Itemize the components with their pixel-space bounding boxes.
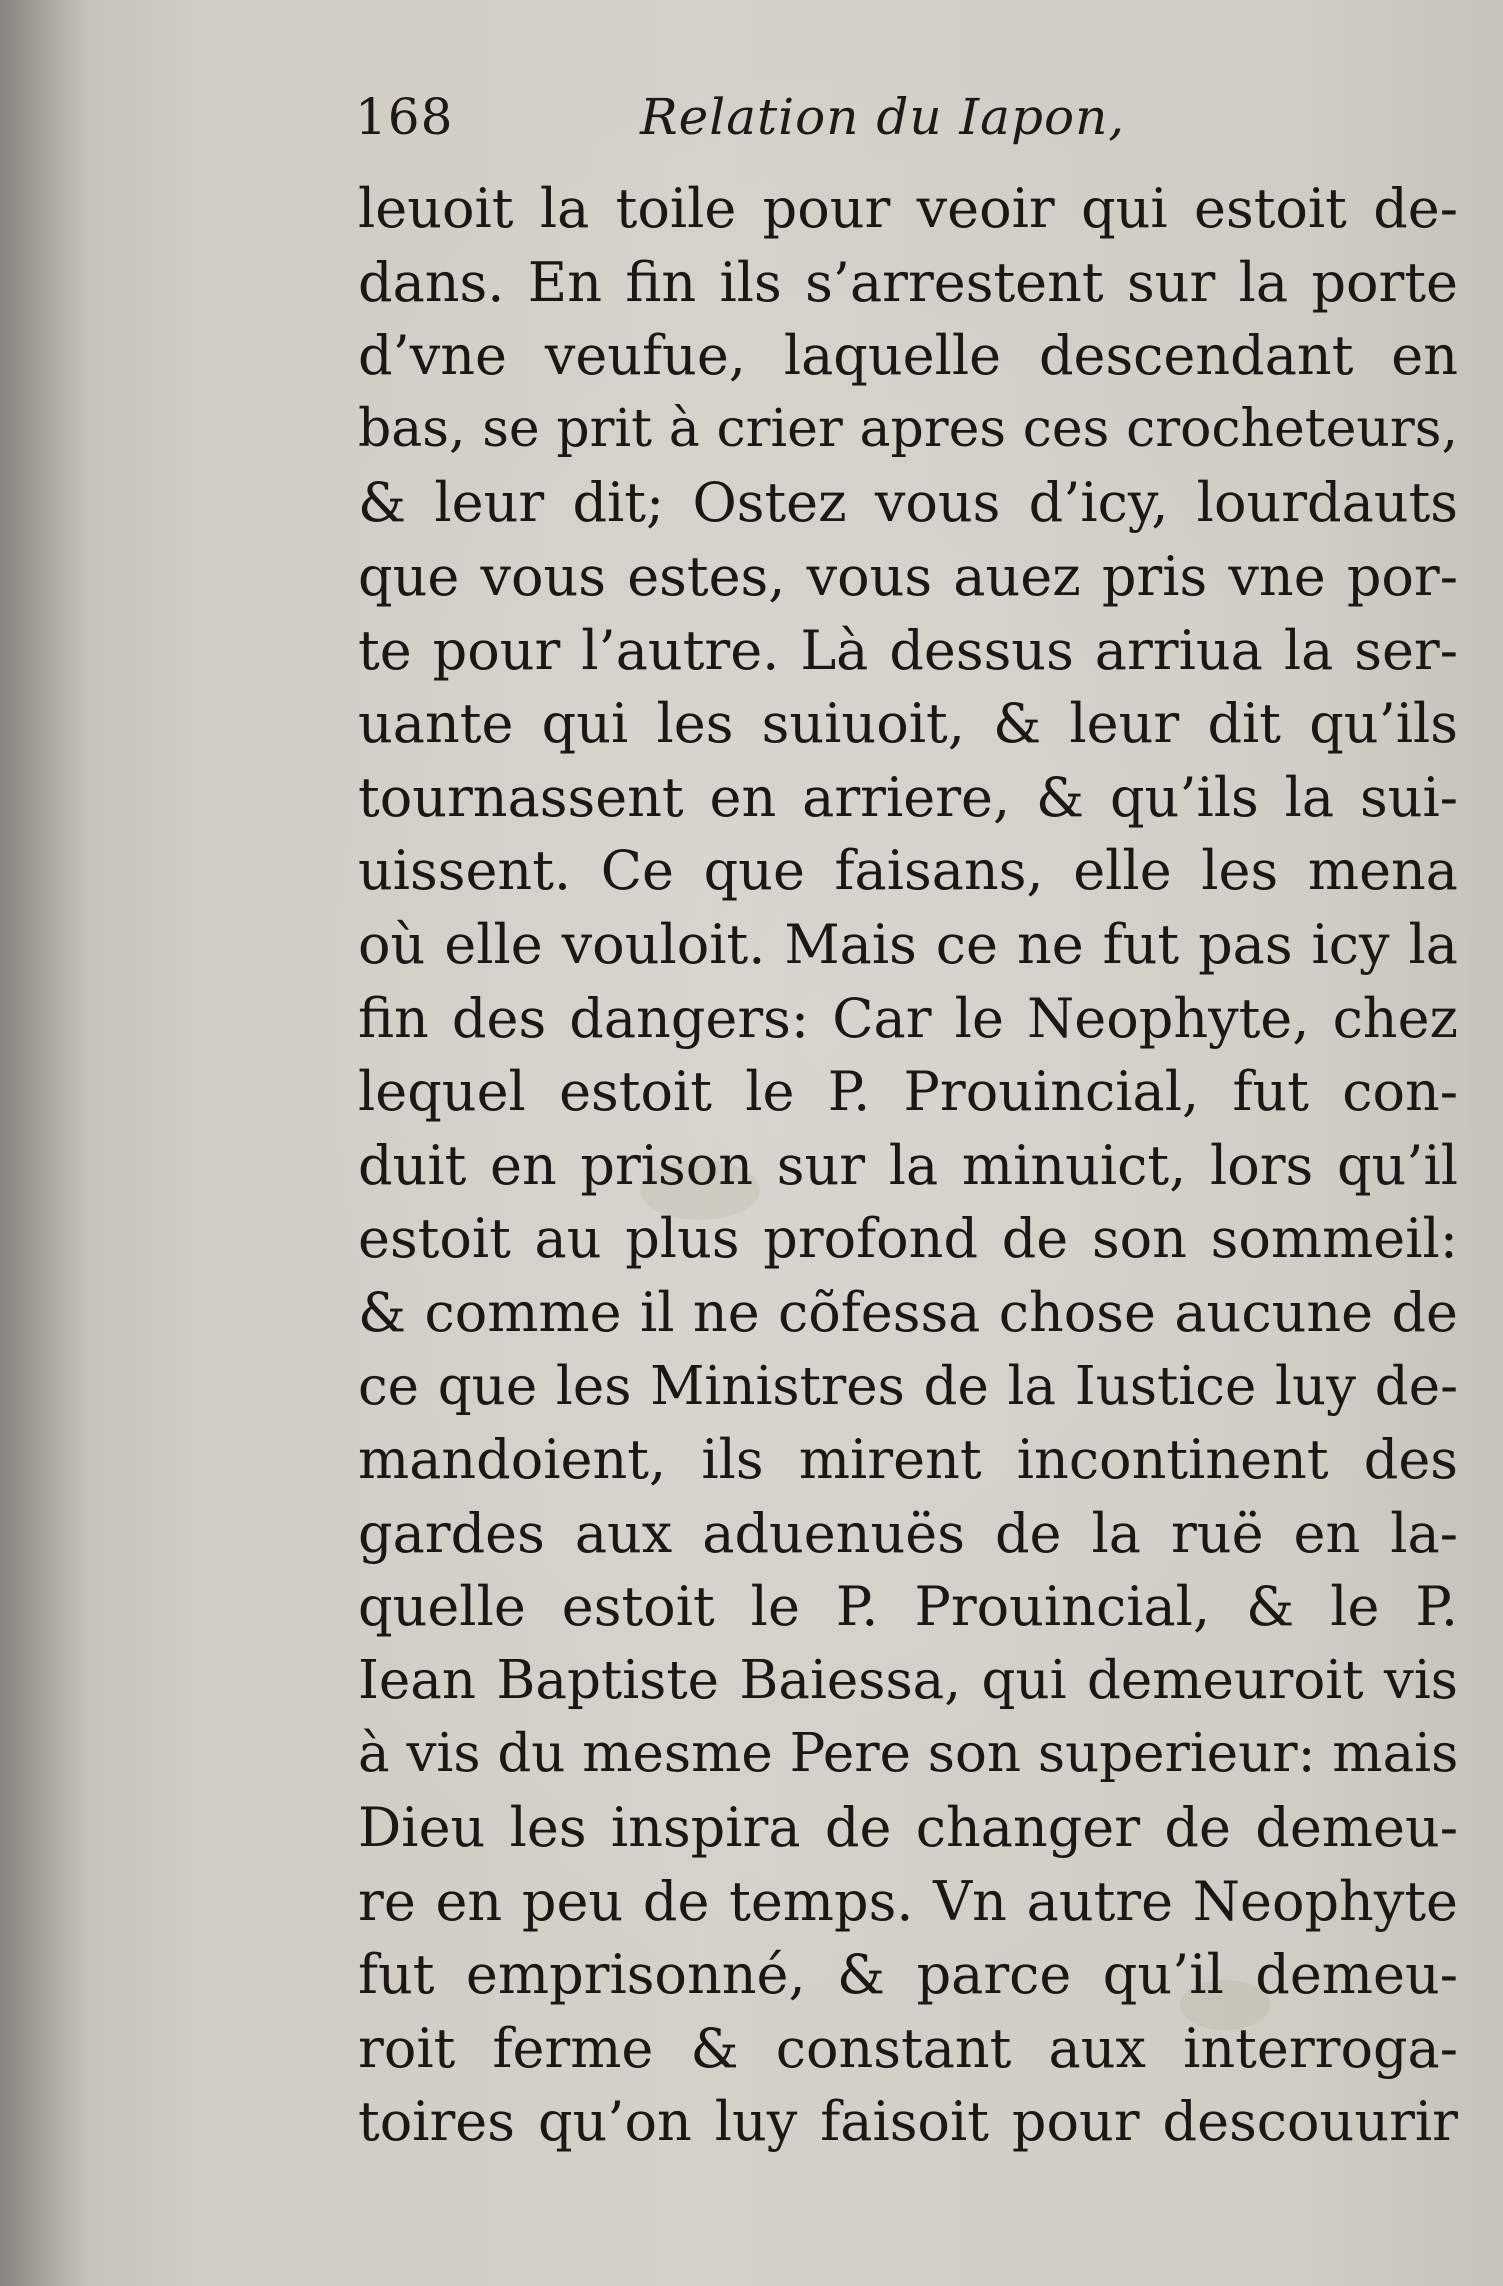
text-line: quelle estoit le P. Prouincial, & le P. [358, 1575, 1458, 1639]
text-line: que vous estes, vous auez pris vne por- [358, 544, 1458, 608]
text-line: duit en prison sur la minuict, lors qu’il [358, 1133, 1458, 1197]
text-line: uissent. Ce que faisans, elle les mena [358, 839, 1458, 903]
text-line: roit ferme & constant aux interroga- [358, 2016, 1458, 2080]
text-line: gardes aux aduenuës de la ruë en la- [358, 1501, 1458, 1565]
page-number: 168 [355, 88, 454, 146]
text-line: leuoit la toile pour veoir qui estoit de- [358, 177, 1458, 240]
text-line: uante qui les suiuoit, & leur dit qu’ils [358, 692, 1458, 756]
page-header [355, 88, 1455, 158]
text-line: dans. En fin ils s’arrestent sur la porte [358, 250, 1458, 314]
text-line: Iean Baptiste Baiessa, qui demeuroit vis [358, 1649, 1458, 1711]
text-line: fin des dangers: Car le Neophyte, chez [358, 986, 1458, 1050]
text-line: toires qu’on luy faisoit pour descouurir [358, 2090, 1458, 2154]
text-line: & comme il ne cõfessa chose aucune de [358, 1280, 1458, 1344]
running-head: Relation du Iapon, [640, 88, 1126, 146]
text-line: où elle vouloit. Mais ce ne fut pas icy la [358, 912, 1458, 976]
text-line: à vis du mesme Pere son superieur: mais [358, 1723, 1459, 1785]
text-line: lequel estoit le P. Prouincial, fut con- [358, 1060, 1458, 1124]
text-line: fut emprisonné, & parce qu’il demeu- [358, 1943, 1458, 2007]
text-line: bas, se prit à crier apres ces crocheteurs, [358, 398, 1458, 459]
text-line: & leur dit; Ostez vous d’icy, lourdauts [358, 471, 1458, 535]
gutter-shadow [0, 0, 90, 2286]
text-line: ce que les Ministres de la Iustice luy de- [358, 1355, 1458, 1417]
text-line: estoit au plus profond de son sommeil: [358, 1207, 1458, 1271]
text-line: mandoient, ils mirent incontinent des [358, 1428, 1458, 1492]
text-line: re en peu de temps. Vn autre Neophyte [358, 1869, 1458, 1933]
text-line: Dieu les inspira de changer de demeu- [358, 1796, 1458, 1860]
text-line: d’vne veufue, laquelle descendant en [358, 324, 1458, 388]
body-text [358, 172, 1458, 2159]
text-line: tournassent en arriere, & qu’ils la sui- [358, 765, 1458, 829]
text-line: te pour l’autre. Là dessus arriua la ser- [358, 618, 1458, 682]
